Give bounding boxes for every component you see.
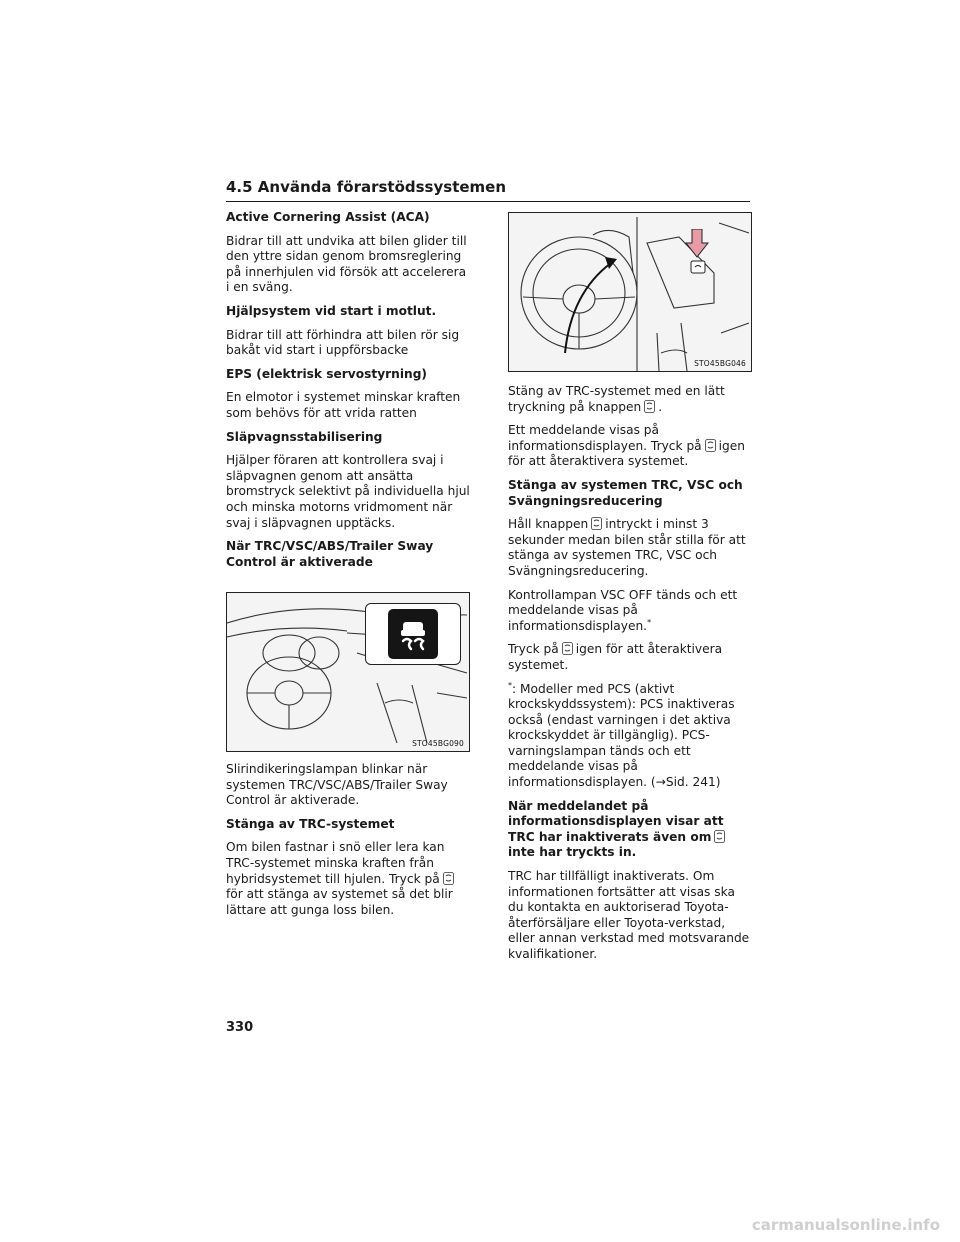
watermark: carmanualsonline.info — [751, 1216, 940, 1234]
slip-indicator-icon — [388, 609, 438, 659]
trailer-text: Hjälper föraren att kontrollera svaj i släpvagnen genom att ansätta bromstryck selektivt på individuella hjul och minska motorns vridmoment när svaj i släpvagnen upptäcks. — [226, 453, 470, 530]
hill-start-text: Bidrar till att förhindra att bilen rör sig bakåt vid start i uppförsbacke — [226, 327, 460, 358]
vsc-off-button-icon — [443, 872, 454, 885]
vsc-off-lamp-text: Kontrollampan VSC OFF tänds och ett meddelande visas på informationsdisplayen.* — [508, 587, 738, 633]
vsc-off-button-icon — [714, 830, 725, 843]
eps-heading: EPS (elektrisk servostyrning) — [226, 366, 427, 381]
vsc-off-button-icon — [644, 400, 655, 413]
vsc-off-button-icon — [591, 517, 602, 530]
active-systems-heading: När TRC/VSC/ABS/Trailer Sway Control är aktiverade — [226, 539, 434, 569]
figure-trc-button-location — [508, 212, 752, 372]
aca-text: Bidrar till att undvika att bilen glider till den yttre sidan genom bromsreglering på innerhjulen vid försök att accelerera i en sväng. — [226, 233, 467, 295]
reactivate-text: Tryck på igen för att återaktivera systemet. — [508, 642, 723, 672]
trc-off-heading: Stänga av TRC-systemet — [226, 816, 395, 831]
figure-slip-indicator — [226, 592, 470, 752]
trc-disabled-text: TRC har tillfälligt inaktiverats. Om informationen fortsätter att visas ska du kontakta en auktoriserad Toyota-återförsäljare eller Toyota-verkstad, eller annan verkstad med motsvarande kvalifikationer. — [508, 869, 750, 961]
press-arrow-icon — [685, 229, 709, 259]
vsc-off-button-icon — [705, 439, 716, 452]
trc-off-text: Om bilen fastnar i snö eller lera kan TRC-systemet minska kraften från hybridsystemet till hjulen. Tryck påför att stänga av systemet så det blir lättare att gunga loss bilen. — [226, 840, 453, 917]
figure-code: STO45BG046 — [694, 359, 746, 368]
message-text: Ett meddelande visas på informationsdisplayen. Tryck på igen för att återaktivera systemet. — [508, 423, 746, 469]
right-column — [508, 384, 754, 971]
trc-vsc-off-heading: Stänga av systemen TRC, VSC och Svängningsreducering — [508, 477, 743, 508]
hold-button-text: Håll knappen intryckt i minst 3 sekunder medan bilen står stilla för att stänga av systemen TRC, VSC och Svängningsreducering. — [508, 517, 746, 578]
eps-text: En elmotor i systemet minskar kraften som behövs för att vrida ratten — [226, 390, 461, 420]
aca-heading: Active Cornering Assist (ACA) — [226, 210, 430, 224]
trailer-heading: Släpvagnsstabilisering — [226, 429, 383, 444]
trc-disabled-heading: När meddelandet på informationsdisplayen visar att TRC har inaktiverats även ominte har tryckts in. — [508, 798, 724, 860]
section-header: 4.5 Använda förarstödssystemen — [226, 178, 750, 202]
button-location-illustration — [509, 213, 751, 371]
trc-off-instruction: Stäng av TRC-systemet med en lätt tryckning på knappen . — [508, 384, 725, 414]
figure-code: STO45BG090 — [412, 739, 464, 748]
vsc-off-button-icon — [562, 642, 573, 655]
page-number: 330 — [226, 1020, 254, 1035]
slip-indicator-callout — [365, 603, 461, 665]
slip-indicator-text: Slirindikeringslampan blinkar när systemen TRC/VSC/ABS/Trailer Sway Control är aktiverade. — [226, 762, 448, 808]
left-column-lower — [226, 762, 472, 926]
hill-start-heading: Hjälpsystem vid start i motlut. — [226, 303, 437, 318]
left-column — [226, 210, 472, 578]
pcs-footnote: *: Modeller med PCS (aktivt krockskyddssystem): PCS inaktiveras också (endast varningen i det aktiva krockskyddet är tillgänglig). PCS-varningslampan tänds och ett meddelande visas på informationsdisplayen. (→Sid. 241) — [508, 680, 735, 790]
